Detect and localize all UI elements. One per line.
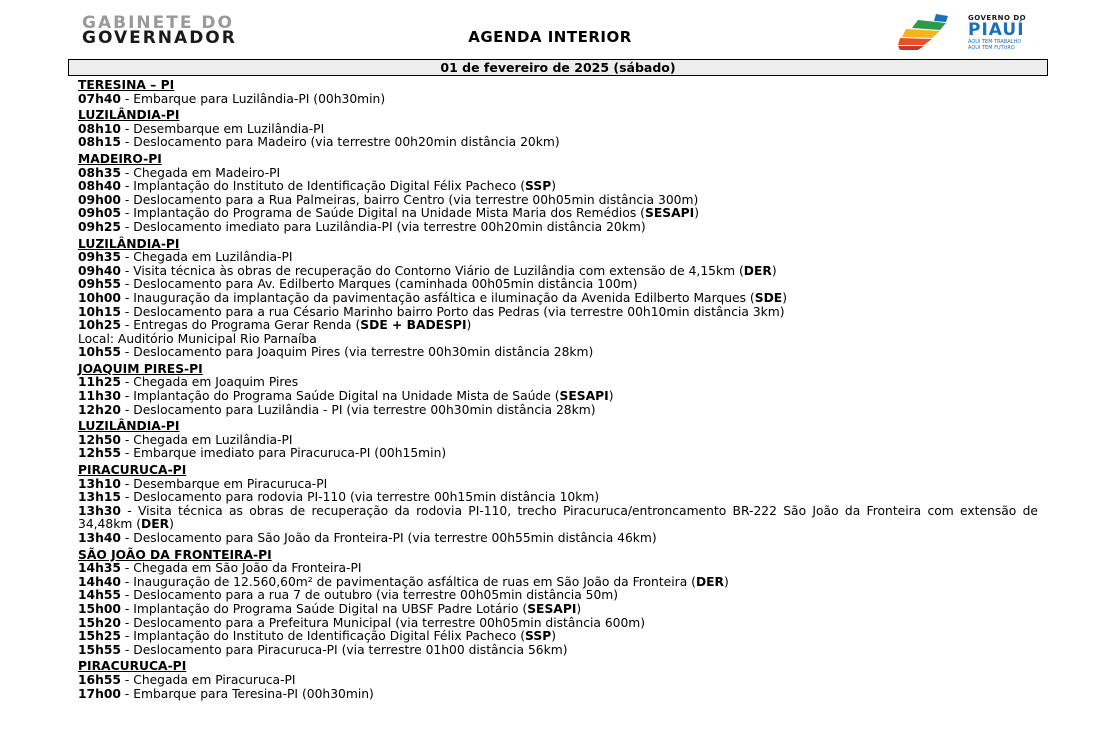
item-time: 12h55	[78, 446, 121, 461]
agenda-item	[78, 505, 1038, 532]
agenda-item	[78, 221, 1038, 235]
item-text: - Deslocamento para Luzilândia - PI (via terrestre 00h30min distância 28km)	[120, 402, 596, 417]
item-text-after: )	[608, 389, 614, 404]
item-agency: SESAPI	[644, 206, 695, 221]
item-time: 13h40	[78, 531, 121, 545]
item-agency: SDE	[754, 290, 783, 305]
agenda-item	[78, 136, 1038, 150]
agenda-item	[78, 644, 1038, 658]
agenda-item	[78, 390, 1038, 404]
item-text: - Deslocamento para Joaquim Pires (via terrestre 00h30min distância 28km)	[120, 345, 594, 360]
agenda-section	[78, 238, 1038, 360]
item-agency: DER	[743, 263, 772, 278]
logo-top-text: GOVERNO DO	[968, 14, 1027, 22]
item-text: - Implantação do Programa de Saúde Digital na Unidade Mista Maria dos Remédios (	[120, 206, 645, 221]
item-text: - Deslocamento para a Rua Palmeiras, bairro Centro (via terrestre 00h05min distância 300m)	[120, 192, 699, 207]
agenda-item	[78, 478, 1038, 492]
agenda-item	[78, 688, 1038, 702]
agenda-item	[78, 167, 1038, 181]
item-time: 13h15	[78, 490, 121, 505]
agenda-item	[78, 576, 1038, 590]
agenda-section	[78, 464, 1038, 546]
section-title: TERESINA – PI	[78, 78, 175, 92]
section-title: JOAQUIM PIRES-PI	[78, 361, 203, 376]
section-title: SÃO JOÃO DA FRONTEIRA-PI	[78, 547, 272, 562]
agenda-item	[78, 404, 1038, 418]
agenda-item	[78, 319, 1038, 333]
page-header	[0, 0, 1100, 58]
item-text: - Chegada em Joaquim Pires	[120, 375, 299, 390]
item-text: - Deslocamento para a Prefeitura Municipal (via terrestre 00h05min distância 600m)	[120, 615, 646, 630]
item-time: 11h30	[78, 389, 121, 404]
item-text-after: )	[782, 290, 787, 305]
agenda-section	[78, 79, 1038, 106]
item-text: Local: Auditório Municipal Rio Parnaíba	[78, 331, 317, 346]
item-text: - Chegada em Luzilândia-PI	[120, 432, 293, 447]
item-text: - Deslocamento para Av. Edilberto Marques (caminhada 00h05min distância 100m)	[120, 277, 638, 292]
agenda-item	[78, 346, 1038, 360]
item-text: - Desembarque em Piracuruca-PI	[120, 476, 328, 491]
item-text: - Deslocamento imediato para Luzilândia-PI (via terrestre 00h20min distância 20km)	[120, 219, 646, 234]
agenda-content	[78, 79, 1038, 701]
item-text: - Deslocamento para a rua 7 de outubro (via terrestre 00h05min distância 50m)	[120, 588, 619, 603]
item-text-after: )	[694, 206, 699, 221]
item-text: - Implantação do Programa Saúde Digital na UBSF Padre Lotário (	[120, 601, 528, 616]
item-time: 13h10	[78, 476, 121, 491]
logo-slogan	[968, 39, 1021, 51]
agenda-item	[78, 376, 1038, 390]
page-title: AGENDA INTERIOR	[468, 28, 632, 46]
agenda-item	[78, 532, 1038, 546]
item-text: - Embarque para Teresina-PI (00h30min)	[120, 686, 374, 701]
item-text-after: )	[771, 263, 777, 278]
agenda-item	[78, 292, 1038, 306]
item-agency: SESAPI	[559, 389, 609, 404]
agenda-item	[78, 123, 1038, 137]
agenda-section	[78, 549, 1038, 658]
agenda-item	[78, 194, 1038, 208]
logo-slogan-line-2: AQUI TEM FUTURO	[968, 45, 1015, 51]
item-time: 08h40	[78, 179, 121, 194]
item-text: - Embarque para Luzilândia-PI (00h30min)	[120, 91, 386, 106]
agenda-item	[78, 674, 1038, 688]
item-text: - Inauguração de 12.560,60m² de pavimentação asfáltica de ruas em São João da Fronteira (	[120, 574, 696, 589]
agenda-item	[78, 447, 1038, 461]
item-time: 09h00	[78, 192, 121, 207]
agenda-item	[78, 251, 1038, 265]
item-text: - Desembarque em Luzilândia-PI	[120, 121, 325, 136]
item-time: 14h40	[78, 574, 121, 589]
item-time: 10h00	[78, 290, 121, 305]
item-agency: SESAPI	[527, 601, 577, 616]
item-time: 15h20	[78, 615, 121, 630]
agenda-section	[78, 420, 1038, 461]
item-time: 10h55	[78, 345, 121, 360]
agenda-item	[78, 93, 1038, 107]
item-time: 10h15	[78, 304, 121, 319]
governo-piaui-logo	[896, 12, 1042, 52]
agenda-item	[78, 207, 1038, 221]
item-time: 12h20	[78, 402, 121, 417]
item-time: 08h35	[78, 165, 121, 180]
agenda-section	[78, 660, 1038, 701]
item-text: - Deslocamento para São João da Fronteira-PI (via terrestre 00h55min distância 46km)	[120, 531, 657, 545]
agenda-item	[78, 434, 1038, 448]
item-time: 09h25	[78, 219, 121, 234]
item-time: 15h25	[78, 629, 121, 644]
agenda-item	[78, 278, 1038, 292]
item-time: 09h35	[78, 250, 121, 265]
item-time: 10h25	[78, 318, 121, 333]
item-agency: DER	[141, 517, 170, 532]
item-time: 09h55	[78, 277, 121, 292]
item-time: 07h40	[78, 91, 121, 106]
agenda-section	[78, 109, 1038, 150]
item-time: 08h10	[78, 121, 121, 136]
item-time: 09h40	[78, 263, 121, 278]
section-title: PIRACURUCA-PI	[78, 659, 187, 674]
item-agency: DER	[695, 574, 725, 589]
logo-slogan-line-1: AQUI TEM TRABALHO	[968, 39, 1022, 45]
agenda-item	[78, 491, 1038, 505]
agenda-section	[78, 363, 1038, 417]
agenda-item	[78, 630, 1038, 644]
section-title: LUZILÂNDIA-PI	[78, 108, 180, 123]
item-time: 08h15	[78, 135, 121, 150]
item-text-after: )	[466, 318, 472, 333]
item-text: - Chegada em Madeiro-PI	[120, 165, 281, 180]
item-text: - Deslocamento para Piracuruca-PI (via terrestre 01h00 distância 56km)	[120, 642, 568, 657]
section-title: LUZILÂNDIA-PI	[78, 419, 180, 434]
item-agency: SSP	[525, 179, 552, 194]
item-text-after: )	[551, 179, 557, 194]
date-bar: 01 de fevereiro de 2025 (sábado)	[68, 59, 1048, 76]
agenda-item	[78, 180, 1038, 194]
item-text: - Visita técnica às obras de recuperação do Contorno Viário de Luzilândia com extensão de 4,15km (	[120, 263, 744, 278]
org-line-1: GABINETE DO	[82, 13, 234, 33]
logo-main-text: PIAUÍ	[968, 20, 1025, 40]
section-title: PIRACURUCA-PI	[78, 463, 187, 478]
item-text: - Deslocamento para a rua Césario Marinho bairro Porto das Pedras (via terrestre 00h10min distância 3km)	[120, 304, 785, 319]
item-text: - Chegada em São João da Fronteira-PI	[120, 561, 362, 576]
item-text: - Chegada em Luzilândia-PI	[120, 250, 293, 265]
item-text: - Deslocamento para Madeiro (via terrestre 00h20min distância 20km)	[120, 135, 560, 150]
org-line-2: GOVERNADOR	[82, 28, 237, 48]
section-title: LUZILÂNDIA-PI	[78, 236, 180, 251]
item-agency: SDE + BADESPI	[360, 318, 467, 333]
item-text: - Visita técnica as obras de recuperação da rodovia PI-110, trecho Piracuruca/entroncamento BR-222 São João da Fronteira com extensão de 34,48km (	[78, 503, 1038, 532]
agenda-item	[78, 333, 1038, 347]
item-text: - Deslocamento para rodovia PI-110 (via terrestre 00h15min distância 10km)	[120, 490, 600, 505]
agenda-item	[78, 589, 1038, 603]
item-text: - Chegada em Piracuruca-PI	[120, 672, 296, 687]
agenda-item	[78, 603, 1038, 617]
agenda-item	[78, 562, 1038, 576]
item-text: - Implantação do Programa Saúde Digital na Unidade Mista de Saúde (	[120, 389, 560, 404]
item-text: - Entregas do Programa Gerar Renda (	[120, 318, 361, 333]
item-agency: SSP	[525, 629, 552, 644]
item-text: - Inauguração da implantação da pavimentação asfáltica e iluminação da Avenida Edilberto Marques (	[120, 290, 755, 305]
item-text-after: )	[169, 517, 174, 532]
item-text-after: )	[551, 629, 557, 644]
agenda-item	[78, 617, 1038, 631]
item-text: - Embarque imediato para Piracuruca-PI (00h15min)	[120, 446, 447, 461]
item-time: 16h55	[78, 672, 121, 687]
agenda-section	[78, 153, 1038, 235]
agenda-item	[78, 306, 1038, 320]
item-time: 13h30	[78, 503, 121, 518]
item-time: 14h55	[78, 588, 121, 603]
item-time: 17h00	[78, 686, 121, 701]
item-time: 15h00	[78, 601, 121, 616]
item-time: 12h50	[78, 432, 121, 447]
item-time: 15h55	[78, 642, 121, 657]
piaui-map-icon	[896, 12, 962, 52]
section-title: MADEIRO-PI	[78, 151, 162, 166]
item-text-after: )	[724, 574, 729, 589]
item-time: 14h35	[78, 561, 121, 576]
item-time: 11h25	[78, 375, 121, 390]
item-text: - Implantação do Instituto de Identificação Digital Félix Pacheco (	[120, 179, 526, 194]
item-text-after: )	[576, 601, 582, 616]
item-text: - Implantação do Instituto de Identificação Digital Félix Pacheco (	[120, 629, 526, 644]
item-time: 09h05	[78, 206, 121, 221]
agenda-item	[78, 265, 1038, 279]
